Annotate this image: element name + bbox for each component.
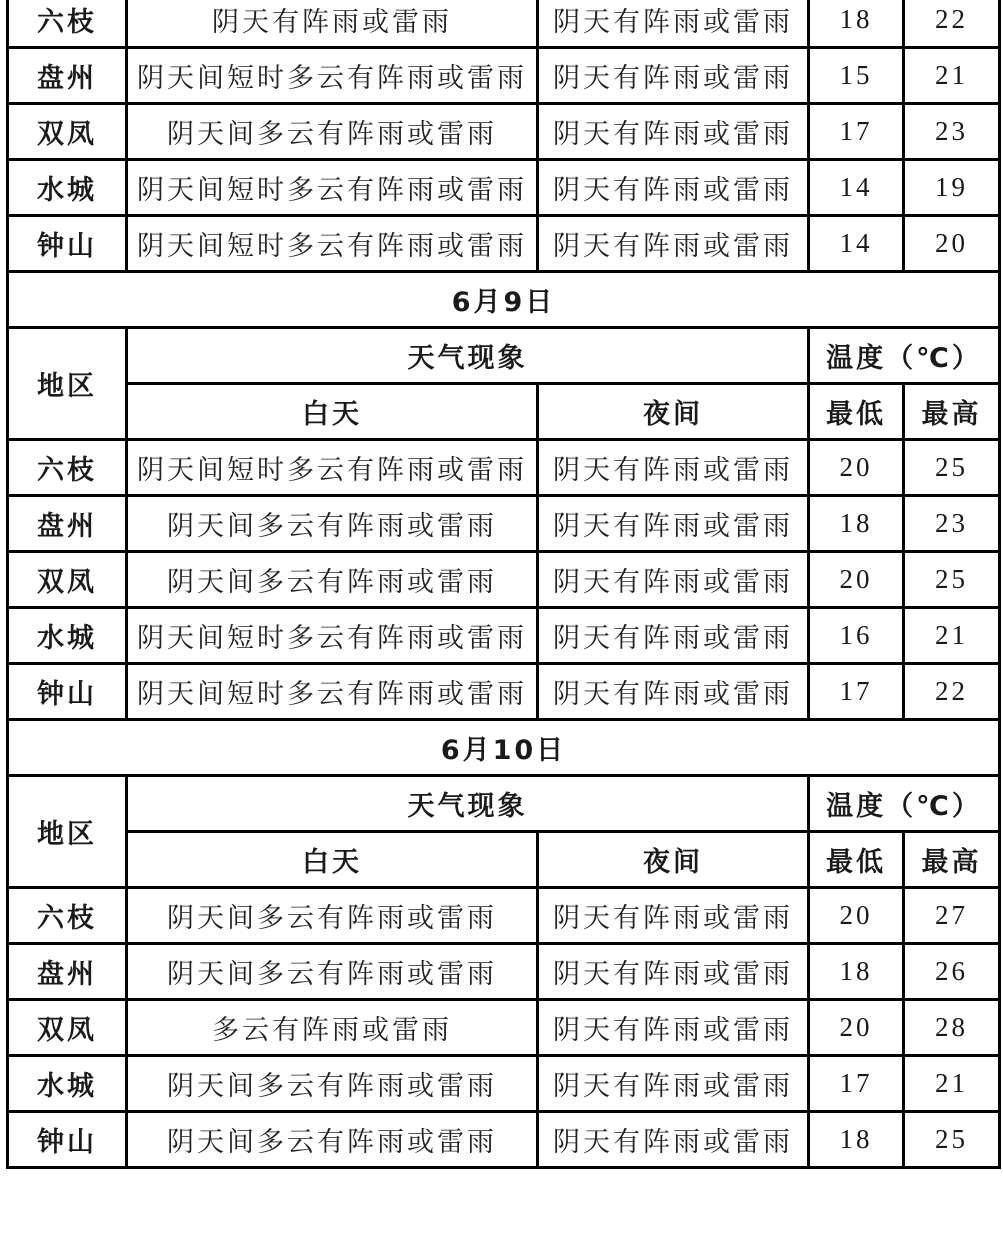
region-cell: 钟山 [8, 1112, 127, 1168]
day-weather-cell: 阴天间多云有阵雨或雷雨 [127, 944, 538, 1000]
night-header: 夜间 [538, 832, 809, 888]
night-weather-cell: 阴天有阵雨或雷雨 [538, 104, 809, 160]
max-header: 最高 [904, 384, 1000, 440]
region-cell: 六枝 [8, 0, 127, 48]
night-weather-cell: 阴天有阵雨或雷雨 [538, 1056, 809, 1112]
min-temp-cell: 14 [809, 160, 904, 216]
table-row [8, 160, 1000, 216]
max-temp-cell: 22 [904, 0, 1000, 48]
region-cell: 钟山 [8, 216, 127, 272]
region-cell: 双凤 [8, 1000, 127, 1056]
max-temp-cell: 23 [904, 104, 1000, 160]
day-weather-cell: 阴天间多云有阵雨或雷雨 [127, 1112, 538, 1168]
region-cell: 钟山 [8, 664, 127, 720]
max-header: 最高 [904, 832, 1000, 888]
region-cell: 六枝 [8, 888, 127, 944]
table-row [8, 944, 1000, 1000]
night-weather-cell: 阴天有阵雨或雷雨 [538, 552, 809, 608]
table-row [8, 1112, 1000, 1168]
night-weather-cell: 阴天有阵雨或雷雨 [538, 496, 809, 552]
day-header: 白天 [127, 832, 538, 888]
day-weather-cell: 多云有阵雨或雷雨 [127, 1000, 538, 1056]
day-weather-cell: 阴天间短时多云有阵雨或雷雨 [127, 160, 538, 216]
day-weather-cell: 阴天间短时多云有阵雨或雷雨 [127, 440, 538, 496]
temperature-header: 温度（℃） [809, 776, 1000, 832]
region-cell: 双凤 [8, 104, 127, 160]
table-row [8, 664, 1000, 720]
min-temp-cell: 20 [809, 888, 904, 944]
table-row [8, 104, 1000, 160]
max-temp-cell: 25 [904, 552, 1000, 608]
region-cell: 双凤 [8, 552, 127, 608]
max-temp-cell: 20 [904, 216, 1000, 272]
table-row [8, 888, 1000, 944]
night-weather-cell: 阴天有阵雨或雷雨 [538, 1000, 809, 1056]
date-heading: 6月10日 [8, 720, 1000, 776]
night-weather-cell: 阴天有阵雨或雷雨 [538, 888, 809, 944]
max-temp-cell: 26 [904, 944, 1000, 1000]
table-row [8, 1000, 1000, 1056]
day-weather-cell: 阴天间多云有阵雨或雷雨 [127, 1056, 538, 1112]
table-row [8, 552, 1000, 608]
date-heading: 6月9日 [8, 272, 1000, 328]
min-temp-cell: 17 [809, 104, 904, 160]
night-weather-cell: 阴天有阵雨或雷雨 [538, 48, 809, 104]
min-temp-cell: 18 [809, 944, 904, 1000]
min-temp-cell: 20 [809, 552, 904, 608]
region-header: 地区 [8, 328, 127, 440]
weather-forecast-table [6, 0, 1001, 1169]
min-header: 最低 [809, 832, 904, 888]
day-weather-cell: 阴天有阵雨或雷雨 [127, 0, 538, 48]
max-temp-cell: 22 [904, 664, 1000, 720]
region-cell: 水城 [8, 608, 127, 664]
max-temp-cell: 28 [904, 1000, 1000, 1056]
max-temp-cell: 25 [904, 1112, 1000, 1168]
header-row [8, 328, 1000, 384]
min-temp-cell: 17 [809, 1056, 904, 1112]
region-header: 地区 [8, 776, 127, 888]
night-weather-cell: 阴天有阵雨或雷雨 [538, 0, 809, 48]
table-row [8, 0, 1000, 48]
night-weather-cell: 阴天有阵雨或雷雨 [538, 216, 809, 272]
night-weather-cell: 阴天有阵雨或雷雨 [538, 664, 809, 720]
day-weather-cell: 阴天间短时多云有阵雨或雷雨 [127, 216, 538, 272]
night-weather-cell: 阴天有阵雨或雷雨 [538, 608, 809, 664]
min-header: 最低 [809, 384, 904, 440]
temperature-header: 温度（℃） [809, 328, 1000, 384]
table-row [8, 608, 1000, 664]
table-row [8, 48, 1000, 104]
max-temp-cell: 21 [904, 48, 1000, 104]
night-weather-cell: 阴天有阵雨或雷雨 [538, 440, 809, 496]
header-row [8, 776, 1000, 832]
min-temp-cell: 17 [809, 664, 904, 720]
region-cell: 六枝 [8, 440, 127, 496]
max-temp-cell: 19 [904, 160, 1000, 216]
table-row [8, 496, 1000, 552]
min-temp-cell: 15 [809, 48, 904, 104]
min-temp-cell: 16 [809, 608, 904, 664]
min-temp-cell: 18 [809, 1112, 904, 1168]
min-temp-cell: 14 [809, 216, 904, 272]
subheader-row [8, 384, 1000, 440]
weather-header: 天气现象 [127, 776, 809, 832]
region-cell: 水城 [8, 1056, 127, 1112]
day-weather-cell: 阴天间多云有阵雨或雷雨 [127, 104, 538, 160]
min-temp-cell: 18 [809, 0, 904, 48]
region-cell: 盘州 [8, 944, 127, 1000]
day-weather-cell: 阴天间多云有阵雨或雷雨 [127, 552, 538, 608]
table-row [8, 216, 1000, 272]
day-weather-cell: 阴天间短时多云有阵雨或雷雨 [127, 48, 538, 104]
region-cell: 盘州 [8, 48, 127, 104]
min-temp-cell: 20 [809, 440, 904, 496]
max-temp-cell: 23 [904, 496, 1000, 552]
night-weather-cell: 阴天有阵雨或雷雨 [538, 944, 809, 1000]
night-weather-cell: 阴天有阵雨或雷雨 [538, 1112, 809, 1168]
min-temp-cell: 18 [809, 496, 904, 552]
night-header: 夜间 [538, 384, 809, 440]
max-temp-cell: 27 [904, 888, 1000, 944]
table-row [8, 440, 1000, 496]
date-row [8, 272, 1000, 328]
weather-header: 天气现象 [127, 328, 809, 384]
day-weather-cell: 阴天间短时多云有阵雨或雷雨 [127, 664, 538, 720]
min-temp-cell: 20 [809, 1000, 904, 1056]
region-cell: 盘州 [8, 496, 127, 552]
day-header: 白天 [127, 384, 538, 440]
date-row [8, 720, 1000, 776]
day-weather-cell: 阴天间多云有阵雨或雷雨 [127, 496, 538, 552]
max-temp-cell: 21 [904, 608, 1000, 664]
night-weather-cell: 阴天有阵雨或雷雨 [538, 160, 809, 216]
max-temp-cell: 21 [904, 1056, 1000, 1112]
max-temp-cell: 25 [904, 440, 1000, 496]
day-weather-cell: 阴天间多云有阵雨或雷雨 [127, 888, 538, 944]
table-row [8, 1056, 1000, 1112]
region-cell: 水城 [8, 160, 127, 216]
day-weather-cell: 阴天间短时多云有阵雨或雷雨 [127, 608, 538, 664]
subheader-row [8, 832, 1000, 888]
